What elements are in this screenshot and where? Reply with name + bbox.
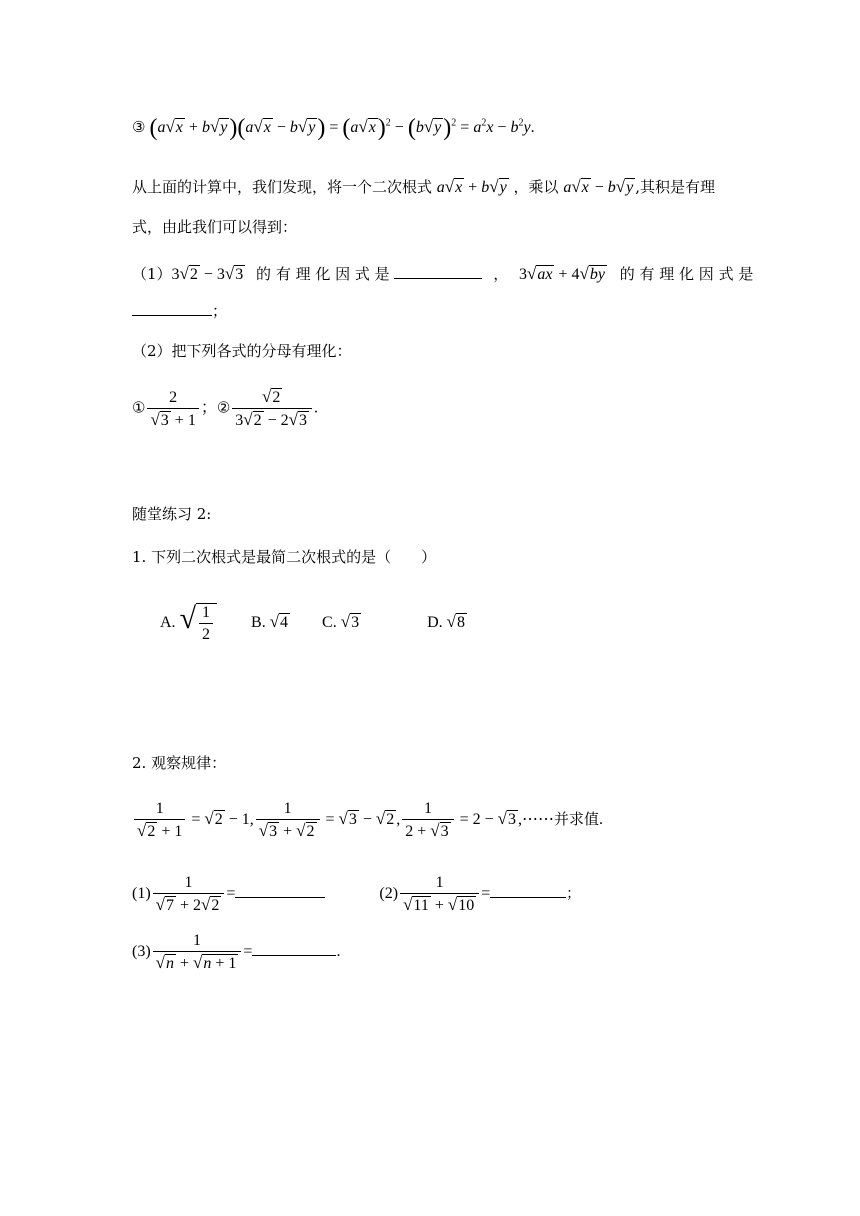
- options-row: [160, 602, 467, 644]
- fraction-2-den: 3√2 − 2√3: [232, 408, 312, 430]
- answer-blank-2[interactable]: [132, 301, 212, 316]
- eval-1-num: 1: [184, 874, 193, 891]
- eval-2-num: 1: [435, 874, 444, 891]
- question-1-expr-1: 3√2 − 3√3: [171, 264, 244, 283]
- pattern-result-2: = √3 − √2 ,: [325, 809, 401, 829]
- eval-1-label: (1): [132, 885, 151, 903]
- practice-question-1: 1. 下列二次根式是最简二次根式的是（ ）: [132, 548, 437, 566]
- question-1-sep: ，: [493, 265, 509, 283]
- option-d-label: D.: [427, 613, 443, 631]
- eval-1-eq: =: [226, 885, 236, 903]
- fraction-end: .: [314, 399, 319, 417]
- fraction-1-num: 2: [169, 388, 178, 406]
- semicolon: ；: [200, 399, 217, 417]
- identity-expression: $(a√x + b√y)(a√x - b√y) = (a√x)^2 - (b√y)^2 = a^2x - b^2y$.: [149, 115, 535, 141]
- eval-1-frac: [153, 874, 225, 915]
- option-c[interactable]: C. √3: [322, 611, 360, 631]
- pattern-frac-3-den: 2 + √3: [402, 819, 453, 841]
- pattern-frac-1: [134, 800, 185, 841]
- eval-1-blank[interactable]: [235, 883, 325, 898]
- fraction-1: [147, 389, 198, 430]
- eval-2-blank[interactable]: [490, 883, 566, 898]
- eval-2-den: √11 + √10: [400, 893, 479, 915]
- eval-2-frac: [400, 874, 479, 915]
- answer-blank-1[interactable]: [394, 264, 482, 279]
- discovery-text-3: ,其积是有理: [635, 178, 716, 196]
- eval-2-semi: ；: [566, 887, 581, 903]
- discovery-line-1: [132, 176, 715, 197]
- practice-question-2: 2. 观察规律：: [132, 754, 227, 772]
- pattern-frac-3: [402, 800, 453, 841]
- eval-3-frac: [153, 932, 242, 973]
- question-1-text-1: 的 有 理 化 因 式 是: [256, 265, 390, 283]
- pattern-result-3: = 2 − √3 ,⋯⋯并求值.: [459, 809, 604, 829]
- option-a[interactable]: A. √ $\frac{1}{2}$: [160, 614, 221, 631]
- option-c-label: C.: [322, 613, 337, 631]
- discovery-text-4: 式，由此我们可以得到：: [132, 218, 298, 236]
- discovery-text-2: ，乘以: [513, 178, 559, 196]
- question-1-cont: [132, 300, 227, 321]
- pattern-frac-2: [256, 800, 320, 841]
- circle-1: ①: [132, 400, 146, 417]
- eval-3-num: 1: [193, 932, 202, 949]
- question-2: [132, 340, 352, 361]
- question-1-label: （1）: [132, 265, 172, 283]
- eval-3-dot: .: [336, 943, 341, 961]
- question-1: [132, 263, 753, 284]
- circle-3: ③: [132, 120, 146, 136]
- practice-title: 随堂练习 2:: [132, 505, 212, 523]
- identity-line: [132, 116, 535, 140]
- pattern-frac-3-num: 1: [423, 800, 432, 817]
- eval-3-den: √n + √n + 1: [153, 951, 242, 973]
- eval-1-den: √7 + 2√2: [153, 893, 225, 915]
- question-1-text-2: 的 有 理 化 因 式 是: [619, 265, 754, 283]
- circle-2: ②: [216, 400, 231, 417]
- discovery-expr-2: a√x − b√y: [563, 177, 634, 196]
- eval-3-label: (3): [132, 943, 151, 961]
- question-2-label: （2）把下列各式的分母有理化：: [132, 342, 352, 360]
- pattern-frac-1-num: 1: [155, 800, 164, 817]
- pattern-frac-2-den: √3 + √2: [256, 819, 320, 841]
- option-b-label: B.: [251, 613, 266, 631]
- eval-2-label: (2): [379, 885, 399, 903]
- eval-3-eq: =: [243, 943, 253, 961]
- fraction-2: [232, 388, 312, 430]
- pattern-result-1: = √2 − 1,: [191, 809, 254, 829]
- discovery-text-1: 从上面的计算中，我们发现，将一个二次根式: [132, 178, 433, 196]
- question-2-fractions: [132, 388, 318, 430]
- eval-2-eq: =: [481, 885, 491, 903]
- option-d[interactable]: D. √8: [427, 611, 465, 631]
- fraction-2-num: √2: [261, 387, 281, 406]
- pattern-frac-1-den: √2 + 1: [134, 819, 185, 841]
- eval-line-1: [132, 874, 580, 915]
- fraction-1-den: √3 + 1: [147, 408, 198, 430]
- pattern-frac-2-num: 1: [283, 800, 292, 817]
- question-1-expr-2: 3√ax + 4√by: [519, 264, 605, 283]
- option-b[interactable]: B. √4: [251, 611, 289, 631]
- discovery-line-2: [132, 216, 297, 237]
- eval-3-blank[interactable]: [252, 941, 336, 956]
- eval-line-3: [132, 932, 340, 973]
- discovery-expr-1: a√x + b√y: [436, 177, 507, 196]
- question-1-end: ；: [212, 302, 228, 320]
- pattern-line: [132, 800, 603, 841]
- option-a-label: A.: [160, 613, 176, 631]
